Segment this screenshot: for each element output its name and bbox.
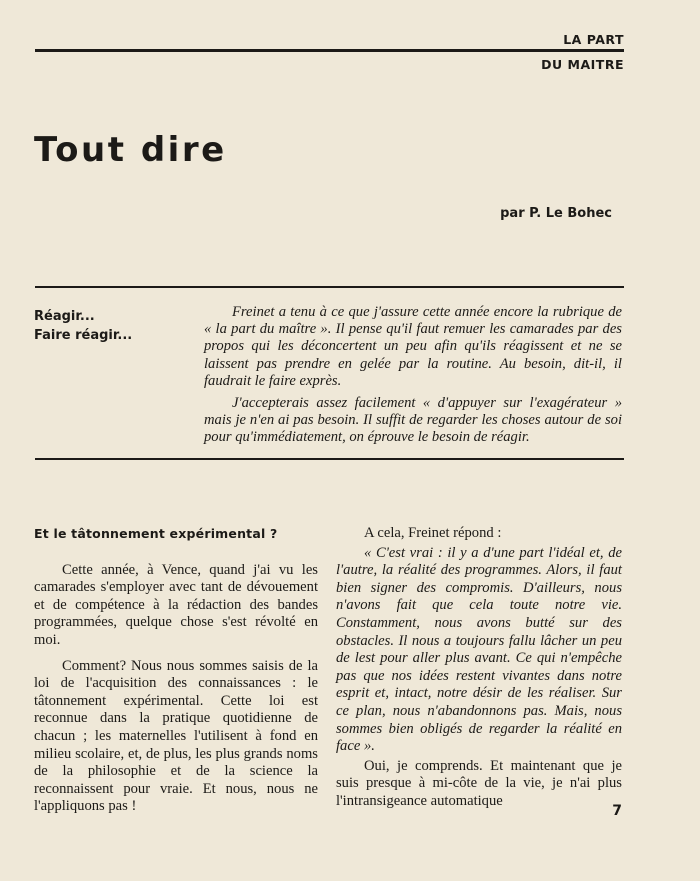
intro-side-line1: Réagir... <box>34 309 95 324</box>
subheading: Et le tâtonnement expérimental ? <box>34 526 278 541</box>
intro-side-heading <box>34 307 184 345</box>
quotation: « C'est vrai : il y a d'une part l'idéal et, de l'autre, la réalité des programmes. Alors, il faut bien signer des compromis. D'ailleurs, nous n'avons fait que cela toute notre vie. Constamment, nous avons butté sur des obstacles. Il nous a toujours fallu lâcher un peu de lest pour aller plus avant. Ce qui n'empêche pas que nos idées restent vivantes dans notre esprit et, intact, notre désir de les réaliser. Sur ce plan, nous n'abandonnons pas. Mais, nous sommes bien obligés de regarder la réalité en face ». <box>336 544 622 755</box>
article-title: Tout dire <box>34 130 227 170</box>
body-paragraph: Comment? Nous nous sommes saisis de la loi de l'acquisition des connaissances : le tâtonnement expérimental. Cette loi est reconnue dans la pratique quotidienne de chacun ; les maternelles l'utilisent à fond en milieu scolaire, et, de plus, les plus grands noms de la philosophie et de la science la reconnaissent pour vraie. Et nous, nous ne l'appliquons pas ! <box>34 657 318 815</box>
body-paragraph: Oui, je comprends. Et maintenant que je suis presque à mi-côte de la vie, je n'ai plus l'intransigeance automatique <box>336 757 622 809</box>
right-column <box>336 525 622 813</box>
section-label-line2: DU MAITRE <box>541 57 624 72</box>
article-byline: par P. Le Bohec <box>500 206 612 221</box>
section-label-line1: LA PART <box>563 32 624 47</box>
body-paragraph: A cela, Freinet répond : <box>364 525 502 541</box>
intro-text <box>204 304 622 452</box>
left-column <box>34 525 318 824</box>
header-rule <box>35 49 624 52</box>
intro-top-rule <box>35 286 624 288</box>
intro-paragraph: Freinet a tenu à ce que j'assure cette année encore la rubrique de « la part du maître ». Il pense qu'il faut remuer les camarades par des propos qui les déconcertent un peu afin qu'ils réagissent et ne se laissent pas prendre en gelée par la routine. Au besoin, dit-il, il faudrait le faire exprès. <box>204 304 622 389</box>
page-number: 7 <box>612 803 622 819</box>
intro-side-line2: Faire réagir... <box>34 328 133 343</box>
body-paragraph: Cette année, à Vence, quand j'ai vu les camarades s'employer avec tant de dévouement et de compétence à la rédaction des bandes programmées, quelque chose s'est révolté en moi. <box>34 561 318 648</box>
intro-bottom-rule <box>35 458 624 460</box>
intro-paragraph: J'accepterais assez facilement « d'appuyer sur l'exagérateur » mais je n'en ai pas besoin. Il suffit de regarder les choses autour de soi pour qu'immédiatement, on éprouve le besoin de réagir. <box>204 395 622 446</box>
